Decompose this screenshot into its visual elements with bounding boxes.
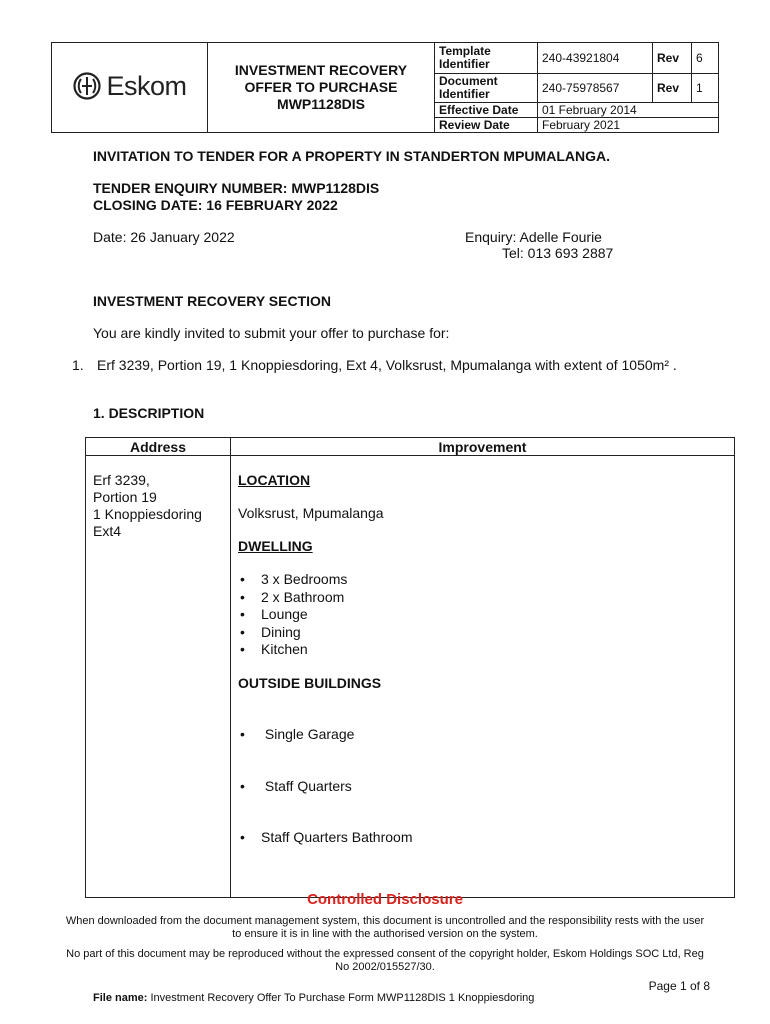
copyright-notice: No part of this document may be reproduced without the expressed consent of the copyright holder, Eskom Holdings SOC Ltd, Reg No 2002/015527/30. [66,948,704,973]
controlled-disclosure-title: Controlled Disclosure [307,891,463,908]
address-line: 1 Knoppiesdoring [93,506,202,522]
list-item: • Kitchen [238,641,734,659]
list-item: • 3 x Bedrooms [238,571,734,589]
enquiry-contact: Enquiry: Adelle Fourie [465,229,602,245]
address-line: Ext4 [93,523,122,539]
dwelling-list [238,571,734,659]
description-table [85,437,735,898]
template-identifier-label: Template Identifier [435,43,538,74]
improvement-cell [231,456,735,898]
list-item: • Staff Quarters [238,778,734,796]
uncontrolled-notice: When downloaded from the document management system, this document is uncontrolled and the responsibility rests with the user to ensure it is in line with the authorised version on the system. [65,915,705,940]
tender-enquiry-number: TENDER ENQUIRY NUMBER: MWP1128DIS [93,180,380,196]
file-name-label: File name: [93,992,148,1004]
eskom-logo [72,71,186,102]
effective-date-value: 01 February 2014 [538,103,719,118]
location-heading: LOCATION [238,472,311,488]
effective-date-label: Effective Date [435,103,538,118]
title-line: MWP1128DIS [277,96,365,112]
eskom-emblem-icon [72,71,102,101]
intro-text: You are kindly invited to submit your offer to purchase for: [93,325,450,341]
document-rev-value: 1 [692,74,719,103]
dwelling-heading: DWELLING [238,538,313,554]
outside-buildings-heading: OUTSIDE BUILDINGS [238,674,382,691]
file-name [93,992,534,1004]
document-header-table [51,42,719,133]
logo-cell [52,43,208,133]
title-line: OFFER TO PURCHASE [244,79,398,95]
logo-text: Eskom [106,70,187,101]
review-date-label: Review Date [435,118,538,133]
list-item: • Dining [238,624,734,642]
list-item: • Lounge [238,606,734,624]
address-cell [86,456,231,898]
list-item: • Single Garage [238,726,734,744]
outside-buildings-list [238,692,734,881]
file-name-value: Investment Recovery Offer To Purchase Form MWP1128DIS 1 Knoppiesdoring [147,992,535,1004]
invitation-heading: INVITATION TO TENDER FOR A PROPERTY IN STANDERTON MPUMALANGA. [93,148,610,164]
template-identifier-value: 240-43921804 [538,43,653,74]
address-column-header: Address [86,438,231,456]
review-date-value: February 2021 [538,118,719,133]
closing-date: CLOSING DATE: 16 FEBRUARY 2022 [93,197,338,213]
list-item: • Staff Quarters Bathroom [238,829,734,847]
document-rev-label: Rev [653,74,692,103]
document-identifier-value: 240-75978567 [538,74,653,103]
title-line: INVESTMENT RECOVERY [234,62,408,78]
letter-date: Date: 26 January 2022 [93,229,235,245]
template-rev-label: Rev [653,43,692,74]
document-identifier-label: Document Identifier [435,74,538,103]
address-line: Portion 19 [93,489,157,505]
template-rev-value: 6 [692,43,719,74]
section-title: INVESTMENT RECOVERY SECTION [93,293,332,309]
improvement-column-header: Improvement [231,438,735,456]
list-item-number: 1. [72,357,84,373]
description-heading: 1. DESCRIPTION [93,405,205,421]
address-line: Erf 3239, [93,472,150,488]
location-value: Volksrust, Mpumalanga [238,505,384,521]
document-title [208,43,435,133]
enquiry-telephone: Tel: 013 693 2887 [502,245,614,261]
list-item: • 2 x Bathroom [238,589,734,607]
page-number: Page 1 of 8 [648,979,710,993]
list-item-text: Erf 3239, Portion 19, 1 Knoppiesdoring, Ext 4, Volksrust, Mpumalanga with extent of 1050m² . [97,357,677,373]
